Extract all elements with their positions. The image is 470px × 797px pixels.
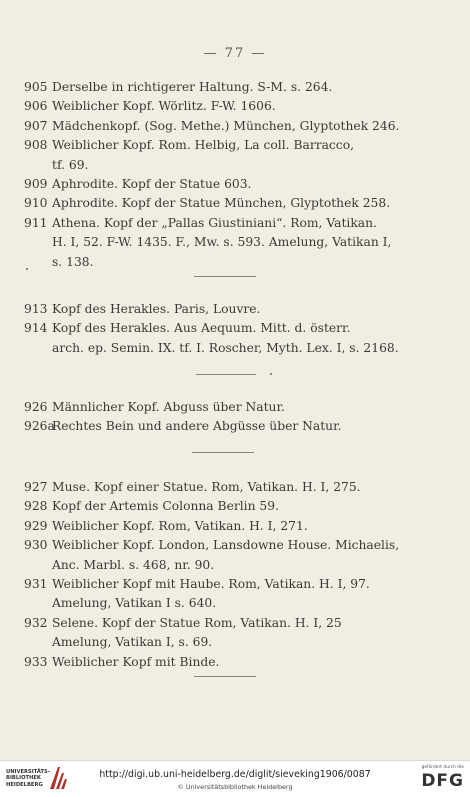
dfg-logo: DFG bbox=[421, 771, 464, 791]
catalog-entry bbox=[24, 97, 444, 116]
catalog-entry bbox=[24, 653, 444, 672]
entry-number: 905 bbox=[24, 80, 48, 94]
speck bbox=[270, 373, 272, 375]
entry-group-3 bbox=[24, 398, 444, 437]
entry-text: Amelung, Vatikan I, s. 69. bbox=[52, 635, 213, 650]
catalog-entry-continuation bbox=[24, 233, 444, 252]
entry-text: Weiblicher Kopf. Rom. Helbig, La coll. Barracco, bbox=[52, 138, 355, 153]
catalog-entry bbox=[24, 78, 444, 97]
entry-text: Weiblicher Kopf. Wörlitz. F-W. 1606. bbox=[52, 99, 276, 114]
divider bbox=[194, 276, 256, 277]
catalog-entry-continuation bbox=[24, 633, 444, 652]
entry-text: Männlicher Kopf. Abguss über Natur. bbox=[52, 400, 285, 414]
catalog-entry bbox=[24, 175, 444, 194]
entry-group-1 bbox=[24, 78, 444, 272]
entry-number: 911 bbox=[24, 215, 48, 230]
catalog-entry bbox=[24, 517, 444, 536]
catalog-entry bbox=[24, 575, 444, 594]
entry-text: Kopf des Herakles. Paris, Louvre. bbox=[52, 302, 261, 316]
entry-number: 913 bbox=[24, 302, 48, 316]
entry-text: Selene. Kopf der Statue Rom, Vatikan. H. I, 25 bbox=[52, 615, 342, 630]
library-logo-text: UNIVERSITÄTS- BIBLIOTHEK HEIDELBERG bbox=[6, 769, 50, 788]
entry-number: 926a bbox=[24, 419, 55, 434]
entry-number: 933 bbox=[24, 654, 48, 669]
entry-text: H. I, 52. F-W. 1435. F., Mw. s. 593. Amelung, Vatikan I, bbox=[52, 235, 392, 250]
catalog-entry bbox=[24, 614, 444, 633]
entry-text: Rechtes Bein und andere Abgüsse über Natur. bbox=[52, 419, 342, 434]
catalog-entry bbox=[24, 214, 444, 233]
catalog-entry bbox=[24, 319, 444, 338]
catalog-entry bbox=[24, 300, 444, 319]
catalog-entry-continuation bbox=[24, 594, 444, 613]
entry-group-2 bbox=[24, 300, 444, 358]
entry-text: Kopf der Artemis Colonna Berlin 59. bbox=[52, 499, 279, 514]
entry-number: 930 bbox=[24, 538, 48, 553]
entry-number: 926 bbox=[24, 400, 48, 414]
entry-number: 908 bbox=[24, 138, 48, 153]
entry-text: Derselbe in richtigerer Haltung. S-M. s. 264. bbox=[52, 80, 333, 94]
entry-number: 910 bbox=[24, 196, 48, 211]
entry-number: 928 bbox=[24, 499, 48, 514]
page-number: — 77 — bbox=[203, 46, 267, 61]
catalog-entry-continuation bbox=[24, 156, 444, 175]
entry-number: 909 bbox=[24, 177, 48, 192]
divider bbox=[196, 374, 256, 375]
entry-text: Weiblicher Kopf mit Haube. Rom, Vatikan. H. I, 97. bbox=[52, 577, 370, 592]
entry-number: 914 bbox=[24, 321, 48, 336]
entry-text: Aphrodite. Kopf der Statue 603. bbox=[52, 177, 252, 192]
catalog-entry bbox=[24, 478, 444, 497]
catalog-entry bbox=[24, 497, 444, 516]
footer-bar bbox=[0, 760, 470, 797]
entry-text: Aphrodite. Kopf der Statue München, Glyptothek 258. bbox=[52, 196, 391, 211]
entry-number: 927 bbox=[24, 480, 48, 494]
copyright-text: © Universitätsbibliothek Heidelberg bbox=[177, 783, 293, 791]
entry-text: Weiblicher Kopf. London, Lansdowne House. Michaelis, bbox=[52, 538, 400, 553]
catalog-entry bbox=[24, 536, 444, 555]
entry-number: 929 bbox=[24, 518, 48, 533]
entry-number: 907 bbox=[24, 118, 48, 133]
entry-number: 906 bbox=[24, 99, 48, 114]
divider bbox=[194, 676, 256, 677]
funded-by-text: gefördert durch die bbox=[421, 765, 464, 770]
entry-text: Amelung, Vatikan I s. 640. bbox=[52, 596, 217, 611]
catalog-entry bbox=[24, 194, 444, 213]
entry-text: Mädchenkopf. (Sog. Methe.) München, Glyptothek 246. bbox=[52, 118, 400, 133]
entry-text: Athena. Kopf der „Pallas Giustiniani“. Rom, Vatikan. bbox=[52, 215, 377, 230]
catalog-entry-continuation bbox=[24, 556, 444, 575]
catalog-entry bbox=[24, 398, 444, 417]
entry-text: tf. 69. bbox=[52, 157, 89, 172]
entry-text: Muse. Kopf einer Statue. Rom, Vatikan. H. I, 275. bbox=[52, 480, 361, 494]
entry-text: Weiblicher Kopf. Rom, Vatikan. H. I, 271. bbox=[52, 518, 308, 533]
entry-text: s. 138. bbox=[52, 254, 94, 269]
entry-number: 931 bbox=[24, 577, 48, 592]
speck bbox=[26, 268, 28, 270]
catalog-entry-continuation bbox=[24, 253, 444, 272]
catalog-entry bbox=[24, 117, 444, 136]
entry-group-4 bbox=[24, 478, 444, 672]
source-url-link[interactable]: http://digi.ub.uni-heidelberg.de/diglit/sieveking1906/0087 bbox=[99, 769, 371, 780]
divider bbox=[192, 452, 254, 453]
catalog-entry-continuation bbox=[24, 339, 444, 358]
entry-text: arch. ep. Semin. IX. tf. I. Roscher, Myth. Lex. I, s. 2168. bbox=[52, 340, 399, 355]
entry-text: Kopf des Herakles. Aus Aequum. Mitt. d. österr. bbox=[52, 321, 351, 336]
entry-number: 932 bbox=[24, 615, 48, 630]
entry-text: Weiblicher Kopf mit Binde. bbox=[52, 654, 220, 669]
catalog-entry bbox=[24, 136, 444, 155]
entry-text: Anc. Marbl. s. 468, nr. 90. bbox=[52, 557, 215, 572]
catalog-entry bbox=[24, 417, 444, 436]
